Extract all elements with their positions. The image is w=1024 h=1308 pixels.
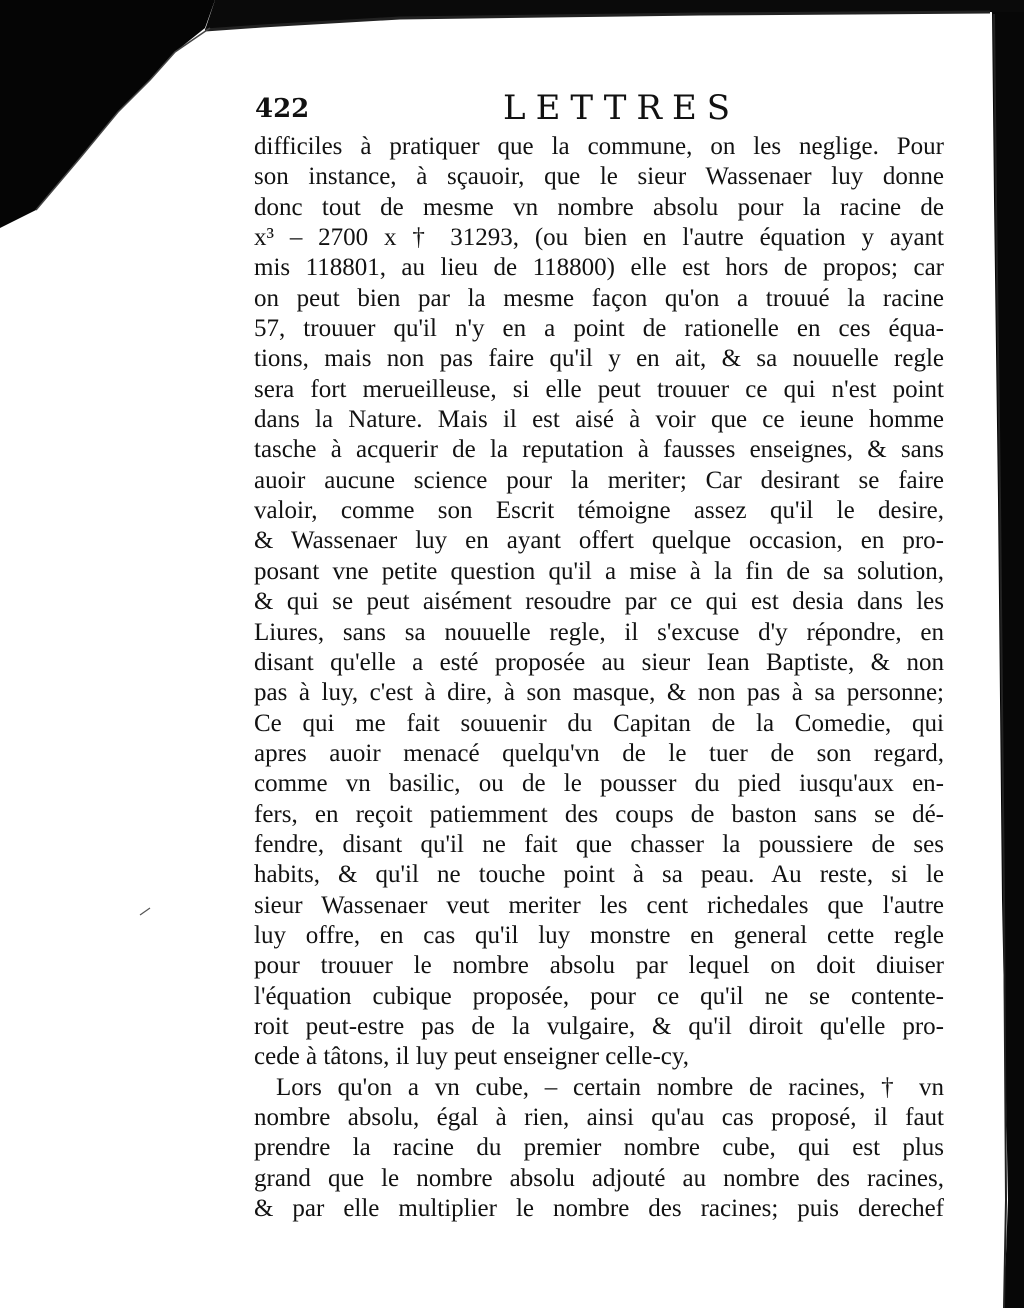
text-line: auoir aucune science pour la meriter; Car desirant se faire bbox=[254, 466, 944, 494]
text-line: luy offre, en cas qu'il luy monstre en general cette regle bbox=[254, 921, 944, 949]
text-line: habits, & qu'il ne touche point à sa peau. Au reste, si le bbox=[254, 861, 944, 889]
text-line: donc tout de mesme vn nombre absolu pour la racine de bbox=[254, 193, 944, 221]
text-line: l'équation cubique proposée, pour ce qu'il ne se contente- bbox=[254, 982, 944, 1010]
text-line: cede à tâtons, il luy peut enseigner celle-cy, bbox=[254, 1043, 689, 1071]
text-line: dans la Nature. Mais il est aisé à voir que ce ieune homme bbox=[254, 406, 944, 434]
text-line: 57, trouuer qu'il n'y en a point de rationelle en ces équa- bbox=[254, 315, 944, 343]
body-text bbox=[254, 132, 944, 1224]
page-header bbox=[255, 88, 945, 138]
text-line: fers, en reçoit patiemment des coups de baston sans se dé- bbox=[254, 800, 944, 828]
text-line: & par elle multiplier le nombre des racines; puis derechef bbox=[254, 1195, 944, 1223]
text-line: tions, mais non pas faire qu'il y en ait, & sa nouuelle regle bbox=[254, 345, 944, 373]
text-line: mis 118801, au lieu de 118800) elle est hors de propos; car bbox=[254, 254, 944, 282]
page-number: 422 bbox=[255, 94, 310, 124]
text-line: nombre absolu, égal à rien, ainsi qu'au cas proposé, il faut bbox=[254, 1104, 944, 1131]
text-line: son instance, à sçauoir, que le sieur Wassenaer luy donne bbox=[254, 163, 944, 191]
text-line: Ce qui me fait souuenir du Capitan de la Comedie, qui bbox=[254, 709, 944, 737]
text-line: grand que le nombre absolu adjouté au nombre des racines, bbox=[254, 1164, 944, 1192]
text-line: pour trouuer le nombre absolu par lequel on doit diuiser bbox=[254, 952, 944, 980]
text-line: & qui se peut aisément resoudre par ce qui est desia dans les bbox=[254, 588, 944, 616]
text-line: on peut bien par la mesme façon qu'on a trouué la racine bbox=[254, 284, 944, 312]
running-title: LETTRES bbox=[503, 88, 741, 128]
text-line: sera fort merueilleuse, si elle peut trouuer ce qui n'est point bbox=[254, 375, 944, 403]
text-line: roit peut-estre pas de la vulgaire, & qu'il diroit qu'elle pro- bbox=[254, 1012, 944, 1040]
text-line: pas à luy, c'est à dire, à son masque, & non pas à sa personne; bbox=[254, 679, 944, 707]
text-line: fendre, disant qu'il ne fait que chasser la poussiere de ses bbox=[254, 830, 944, 858]
text-line: & Wassenaer luy en ayant offert quelque occasion, en pro- bbox=[254, 527, 944, 555]
text-line: posant vne petite question qu'il a mise à la fin de sa solution, bbox=[254, 557, 944, 585]
text-line: tasche à acquerir de la reputation à fausses enseignes, & sans bbox=[254, 436, 944, 464]
text-line: prendre la racine du premier nombre cube, qui est plus bbox=[254, 1134, 944, 1162]
text-line: comme vn basilic, ou de le pousser du pied iusqu'aux en- bbox=[254, 770, 944, 798]
text-line: difficiles à pratiquer que la commune, on les neglige. Pour bbox=[254, 133, 944, 160]
text-line: disant qu'elle a esté proposée au sieur Iean Baptiste, & non bbox=[254, 648, 944, 676]
text-line: apres auoir menacé quelqu'vn de le tuer de son regard, bbox=[254, 739, 944, 767]
text-line: Liures, sans sa nouuelle regle, il s'excuse d'y répondre, en bbox=[254, 618, 944, 646]
text-line: Lors qu'on a vn cube, – certain nombre de racines, † vn bbox=[276, 1073, 944, 1101]
text-line: valoir, comme son Escrit témoigne assez qu'il le desire, bbox=[254, 497, 944, 525]
text-line: x³ – 2700 x † 31293, (ou bien en l'autre équation y ayant bbox=[254, 224, 944, 252]
text-line: sieur Wassenaer veut meriter les cent richedales que l'autre bbox=[254, 891, 944, 919]
